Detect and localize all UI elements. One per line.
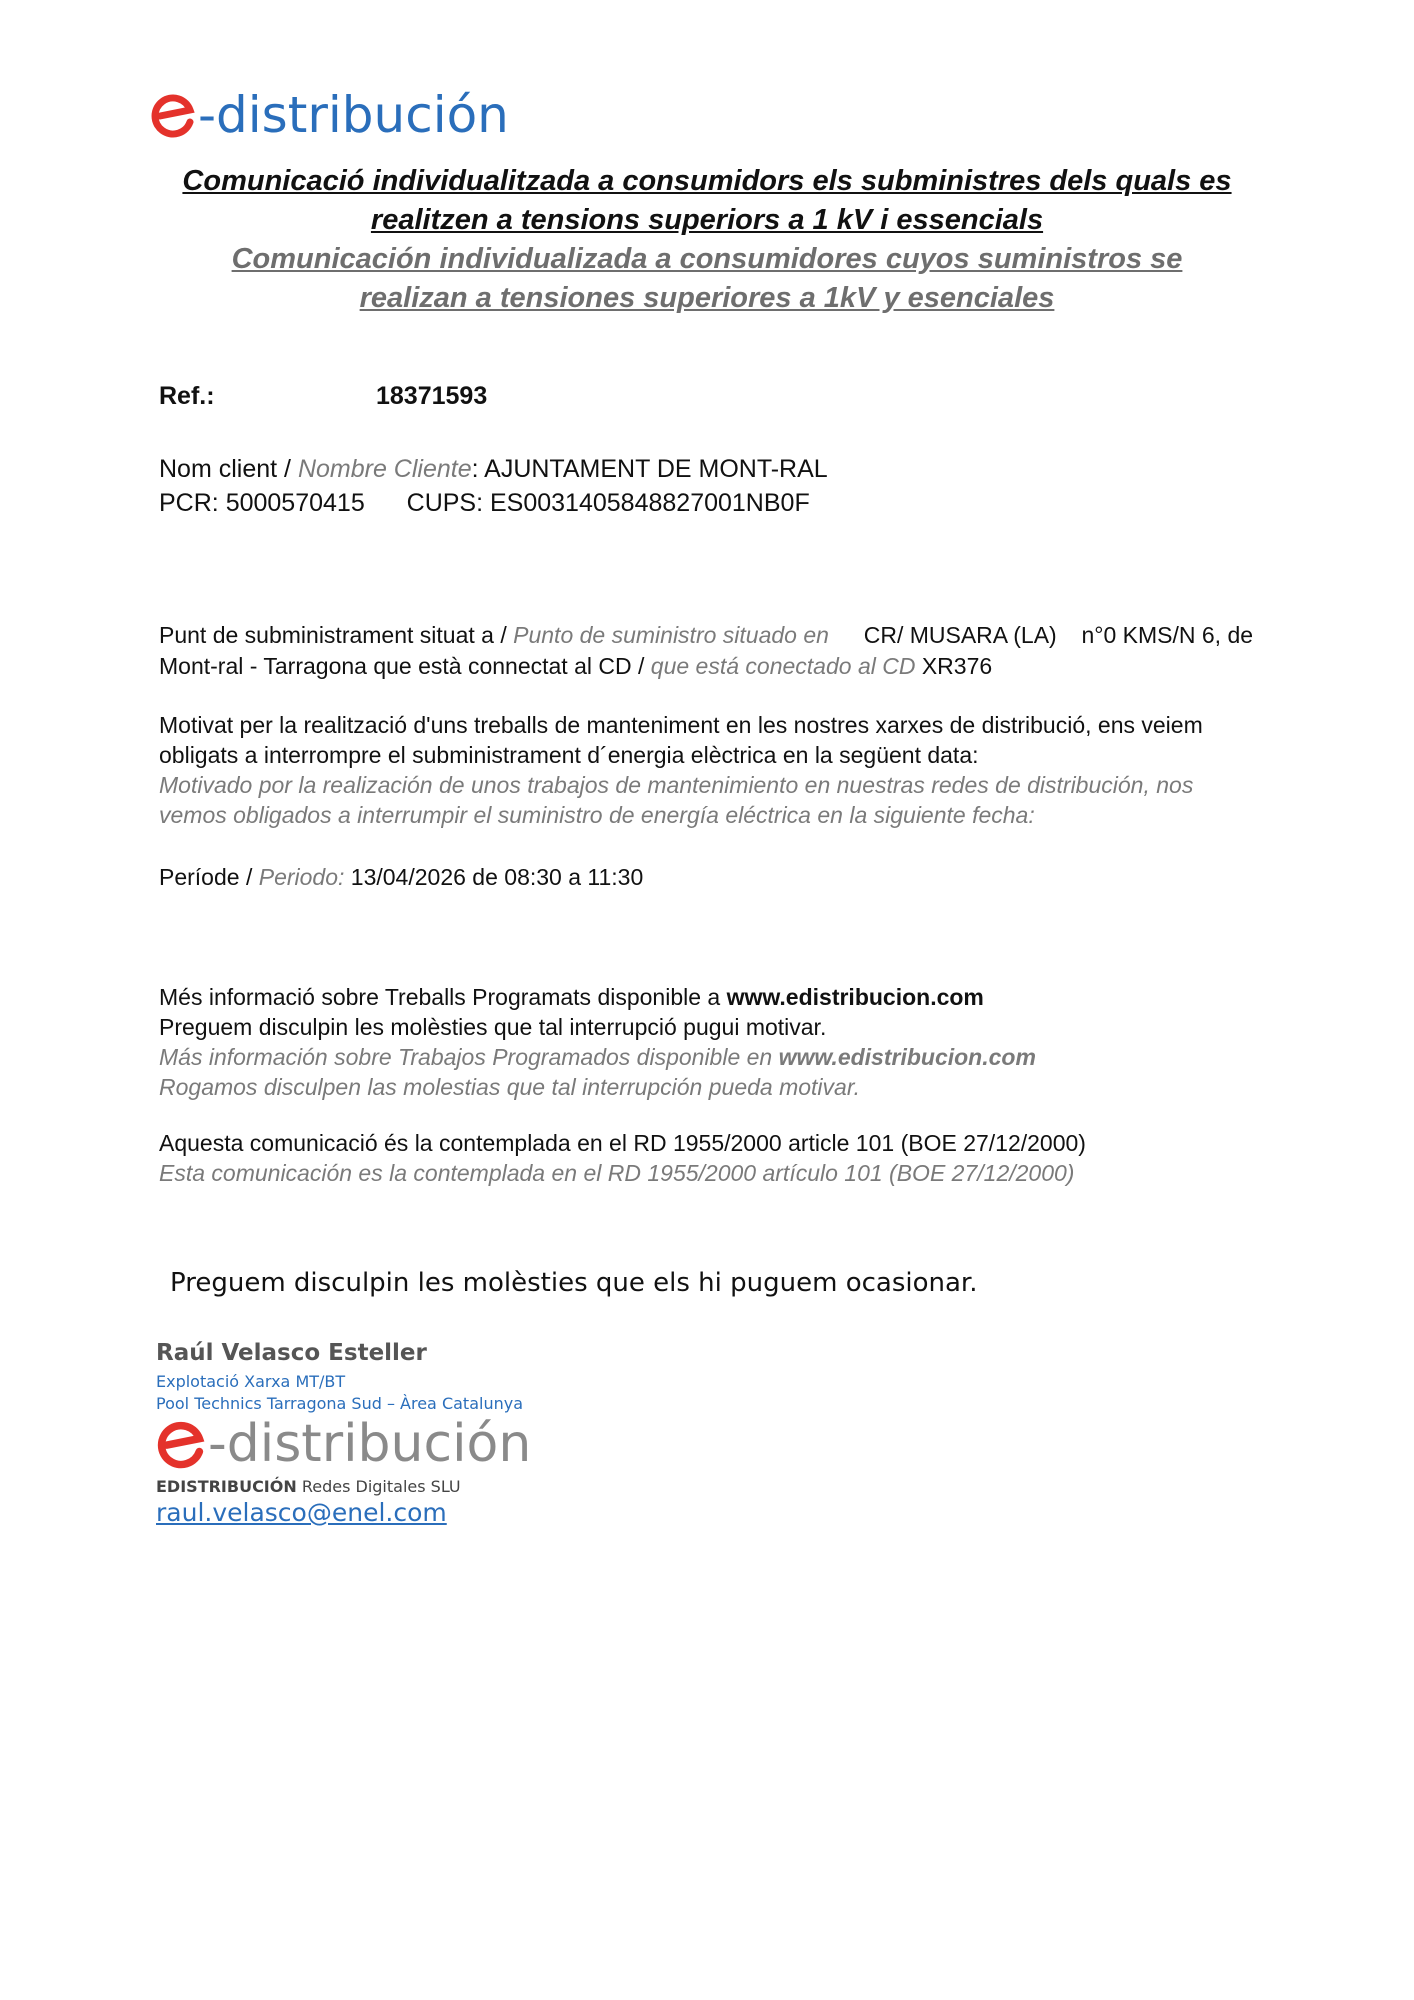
e-logo-icon	[150, 90, 196, 140]
title-es-line2: realizan a tensiones superiores a 1kV y esenciales	[359, 282, 1055, 314]
info-ca-line1	[159, 982, 1036, 1012]
supply-line1	[159, 620, 1253, 651]
colon: :	[471, 455, 485, 483]
supply-cd-ca: Mont-ral - Tarragona que està connectat al CD	[159, 653, 632, 679]
pcr-value: 5000570415	[225, 489, 365, 517]
period-value: 13/04/2026 de 08:30 a 11:30	[350, 864, 644, 890]
pcr-label: PCR:	[159, 489, 219, 517]
legal-es: Esta comunicación es la contemplada en el RD 1955/2000 artículo 101 (BOE 27/12/2000)	[159, 1160, 1075, 1186]
signature-role2: Pool Technics Tarragona Sud – Àrea Catalunya	[156, 1394, 523, 1413]
cups-value: ES0031405848827001NB0F	[490, 489, 810, 517]
legal-block	[159, 1128, 1086, 1188]
motive-es-line1: Motivado por la realización de unos trabajos de mantenimiento en nuestras redes de distribución, nos	[159, 772, 1194, 798]
client-label-es: Nombre Cliente	[297, 455, 472, 483]
period-line	[159, 864, 643, 891]
client-label-ca: Nom client	[159, 455, 278, 483]
info-ca-text: Més informació sobre Treballs Programats disponible a	[159, 984, 727, 1010]
separator: /	[631, 653, 651, 679]
ref-value: 18371593	[376, 382, 488, 410]
info-ca-line2: Preguem disculpin les molèsties que tal interrupció pugui motivar.	[159, 1014, 827, 1040]
info-block	[159, 982, 1036, 1102]
apology-text: Preguem disculpin les molèsties que els hi puguem ocasionar.	[170, 1268, 978, 1298]
supply-address: CR/ MUSARA (LA)	[863, 622, 1057, 648]
client-block	[159, 452, 828, 520]
motive-es-line2: vemos obligados a interrumpir el suministro de energía eléctrica en la siguiente fecha:	[159, 802, 1035, 828]
company-name: EDISTRIBUCIÓN	[156, 1477, 297, 1496]
cups-label: CUPS:	[406, 489, 484, 517]
signature-logo	[156, 1413, 531, 1475]
motive-ca-line2: obligats a interrompre el subministrament d´energia elèctrica en la següent data:	[159, 742, 979, 768]
supply-cd-code: XR376	[921, 653, 993, 679]
logo-wordmark: -distribución	[198, 86, 509, 144]
signature-role1: Explotació Xarxa MT/BT	[156, 1372, 346, 1391]
separator: /	[239, 864, 259, 890]
e-logo-icon	[156, 1417, 206, 1471]
motive-ca-line1: Motivat per la realització d'uns treballs de manteniment en les nostres xarxes de distribució, ens veiem	[159, 712, 1203, 738]
ref-label: Ref.:	[159, 382, 215, 410]
signature-block	[156, 1340, 531, 1527]
info-es-line2: Rogamos disculpen las molestias que tal interrupción pueda motivar.	[159, 1074, 861, 1100]
client-ids-line	[159, 486, 828, 520]
signature-email[interactable]: raul.velasco@enel.com	[156, 1498, 447, 1527]
supply-address-detail: n°0 KMS/N 6, de	[1081, 622, 1254, 648]
client-name-line	[159, 452, 828, 486]
info-url-ca[interactable]: www.edistribucion.com	[726, 984, 984, 1010]
signature-company	[156, 1477, 531, 1496]
document-title	[0, 162, 1414, 318]
info-es-text: Más información sobre Trabajos Programados disponible en	[159, 1044, 779, 1070]
period-label-es: Periodo:	[258, 864, 345, 890]
company-suffix: Redes Digitales SLU	[296, 1477, 461, 1496]
separator: /	[493, 622, 514, 648]
info-es-line1	[159, 1042, 1036, 1072]
title-ca-line2: realitzen a tensions superiors a 1 kV i essencials	[370, 204, 1044, 236]
supply-label-es: Punto de suministro situado en	[513, 622, 829, 648]
title-ca-line1: Comunicació individualitzada a consumidors els subministres dels quals es	[182, 165, 1232, 197]
separator: /	[277, 455, 298, 483]
supply-line2	[159, 651, 1253, 682]
info-url-es[interactable]: www.edistribucion.com	[778, 1044, 1036, 1070]
legal-ca: Aquesta comunicació és la contemplada en el RD 1955/2000 article 101 (BOE 27/12/2000)	[159, 1130, 1086, 1156]
period-label-ca: Període	[159, 864, 240, 890]
motive-block	[159, 710, 1203, 830]
header-logo	[150, 80, 509, 150]
signature-name: Raúl Velasco Esteller	[156, 1340, 427, 1366]
logo-wordmark: -distribución	[208, 1414, 532, 1474]
supply-block	[159, 620, 1253, 682]
supply-label-ca: Punt de subministrament situat a	[159, 622, 494, 648]
client-name: AJUNTAMENT DE MONT-RAL	[484, 455, 828, 483]
title-es-line1: Comunicación individualizada a consumidores cuyos suministros se	[231, 243, 1183, 275]
supply-cd-es: que está conectado al CD	[650, 653, 916, 679]
reference	[159, 382, 215, 411]
